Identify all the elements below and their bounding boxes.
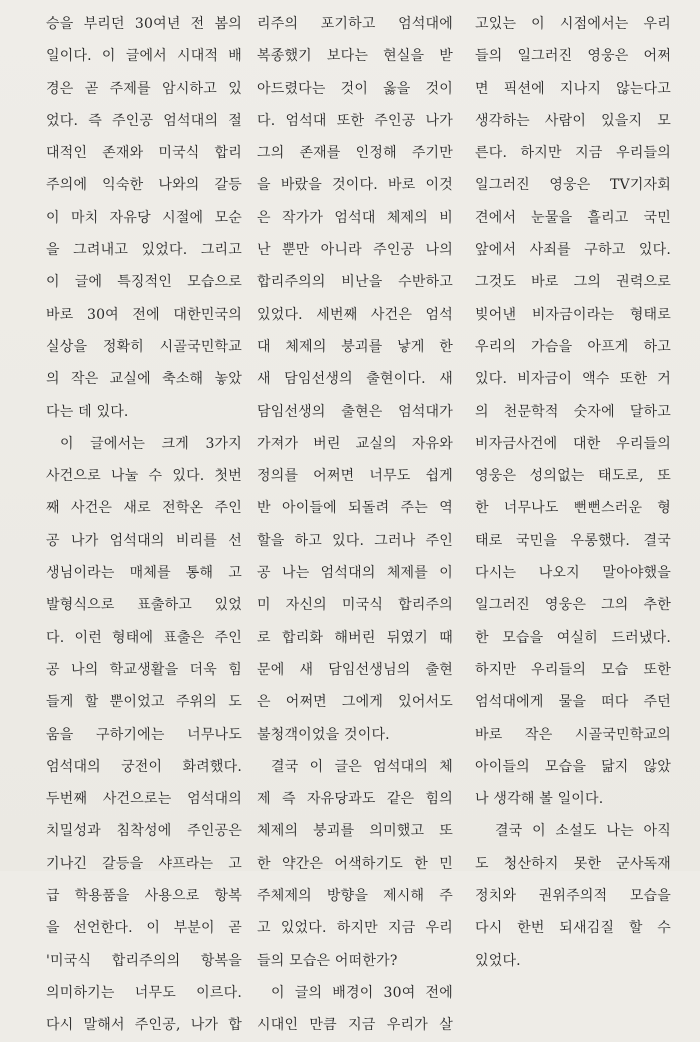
text-column-1 [46, 8, 242, 1042]
text-line: 태로 국민을 우롱했다. 결국 [475, 532, 671, 549]
text-line: 일그러진 영웅은 TV기자회 [475, 177, 671, 194]
text-line: 미 자신의 미국식 합리주의 [257, 597, 453, 614]
text-line: 공 나가 엄석대의 비리를 선 [46, 532, 242, 549]
text-line: 빚어낸 비자금이라는 형태로 [475, 306, 671, 323]
text-line: 공 나의 학교생활을 더욱 힘 [46, 661, 242, 678]
text-line: 실상을 정확히 시골국민학교 [46, 338, 242, 355]
paragraph-start-line: 결국 이 소설도 나는 아직 [495, 823, 671, 840]
text-line: 경은 곧 주제를 암시하고 있 [46, 80, 242, 97]
text-line: 비자금사건에 대한 우리들의 [475, 435, 671, 452]
text-line: 고 있었다. 하지만 지금 우리 [257, 920, 453, 937]
text-line: 들게 할 뿐이었고 주위의 도 [46, 694, 242, 711]
paragraph-start-line: 결국 이 글은 엄석대의 체 [271, 758, 453, 775]
text-line: 다. 엄석대 또한 주인공 나가 [257, 112, 453, 129]
paragraph-start-line: 이 글의 배경이 30여 전에 [271, 984, 453, 1001]
text-line: 다시 한번 되새김질 할 수 [475, 920, 671, 937]
text-line: 시대인 만큼 지금 우리가 살 [257, 1017, 453, 1034]
text-line: 영웅은 성의없는 태도로, 또 [475, 468, 671, 485]
text-line: 그의 존재를 인정해 주기만 [257, 145, 453, 162]
text-line: 대적인 존재와 미국식 합리 [46, 145, 242, 162]
text-line: 을 바랐을 것이다. 바로 이것 [257, 177, 453, 194]
text-line: 사건으로 나눌 수 있다. 첫번 [46, 468, 242, 485]
text-line: 체제의 붕괴를 의미했고 또 [257, 823, 453, 840]
text-line: 급 학용품을 사용으로 항복 [46, 888, 242, 905]
text-line: 문에 새 담임선생님의 출현 [257, 661, 453, 678]
text-line: 발형식으로 표출하고 있었 [46, 597, 242, 614]
text-line: 생님이라는 매체를 통해 고 [46, 565, 242, 582]
text-line: 두번째 사건으로는 엄석대의 [46, 791, 242, 808]
text-line: 다. 이런 형태에 표출은 주인 [46, 629, 242, 646]
text-line: 앞에서 사죄를 구하고 있다. [475, 242, 671, 259]
text-line: 제 즉 자유당과도 같은 힘의 [257, 791, 453, 808]
text-line: 주체제의 방향을 제시해 주 [257, 888, 453, 905]
text-line: 바로 작은 시골국민학교의 [475, 726, 671, 743]
text-line: 었다. 즉 주인공 엄석대의 절 [46, 112, 242, 129]
text-line: 의 작은 교실에 축소해 놓았 [46, 371, 242, 388]
text-line: 은 어쩌면 그에게 있어서도 [257, 694, 453, 711]
text-line: 있었다. 세번째 사건은 엄석 [257, 306, 453, 323]
text-line: 그것도 바로 그의 권력으로 [475, 274, 671, 291]
text-line: 주의에 익숙한 나와의 갈등 [46, 177, 242, 194]
paragraph-start-line: 이 글에서는 크게 3가지 [60, 435, 242, 452]
text-line: 고있는 이 시점에서는 우리 [475, 16, 671, 32]
text-line: 을 그려내고 있었다. 그리고 [46, 242, 242, 259]
text-line: 난 뿐만 아니라 주인공 나의 [257, 242, 453, 259]
text-line: 일이다. 이 글에서 시대적 배 [46, 48, 242, 65]
text-line: 른다. 하지만 지금 우리들의 [475, 145, 671, 162]
paragraph-end-line: 불청객이었을 것이다. [257, 726, 390, 743]
text-line: 있다. 비자금이 액수 또한 거 [475, 371, 671, 388]
text-line: 기나긴 갈등을 샤프라는 고 [46, 855, 242, 872]
paragraph-end-line: 들의 모습은 어떠한가? [257, 952, 398, 969]
text-line: 다시는 나오지 말아야했을 [475, 565, 671, 582]
text-line: 우리의 가슴을 아프게 하고 [475, 338, 671, 355]
text-line: 아드렸다는 것이 옳을 것이 [257, 80, 453, 97]
text-line: 도 청산하지 못한 군사독재 [475, 855, 671, 872]
text-line: 바로 30여 전에 대한민국의 [46, 306, 242, 323]
text-line: 반 아이들에 되돌려 주는 역 [257, 500, 453, 517]
text-line: 리주의 포기하고 엄석대에 [257, 16, 453, 32]
text-line: '미국식 합리주의의 항복을 [46, 952, 242, 969]
text-line: 승을 부리던 30여년 전 봄의 [46, 16, 242, 32]
text-line: 이 마치 자유당 시절에 모순 [46, 209, 242, 226]
text-line: 째 사건은 새로 전학온 주인 [46, 500, 242, 517]
text-line: 한 약간은 어색하기도 한 민 [257, 855, 453, 872]
text-line: 엄석대에게 물을 떠다 주던 [475, 694, 671, 711]
text-line: 을 선언한다. 이 부분이 곧 [46, 920, 242, 937]
text-line: 생각하는 사람이 있을지 모 [475, 112, 671, 129]
text-line: 합리주의의 비난을 수반하고 [257, 274, 453, 291]
text-line: 은 작가가 엄석대 체제의 비 [257, 209, 453, 226]
text-line: 치밀성과 침착성에 주인공은 [46, 823, 242, 840]
text-line: 한 모습을 여실히 드러냈다. [475, 629, 671, 646]
text-column-2 [257, 8, 453, 1042]
text-line: 새 담임선생의 출현이다. 새 [257, 371, 453, 388]
text-line: 움을 구하기에는 너무나도 [46, 726, 242, 743]
text-line: 복종했기 보다는 현실을 받 [257, 48, 453, 65]
text-line: 면 픽션에 지나지 않는다고 [475, 80, 671, 97]
paragraph-end-line: 다는 데 있다. [46, 403, 129, 420]
paragraph-end-line: 있었다. [475, 952, 521, 969]
text-line: 일그러진 영웅은 그의 추한 [475, 597, 671, 614]
text-line: 의미하기는 너무도 이르다. [46, 984, 242, 1001]
text-line: 로 합리화 해버린 뒤였기 때 [257, 629, 453, 646]
text-line: 아이들의 모습을 닮지 않았 [475, 758, 671, 775]
text-line: 들의 일그러진 영웅은 어쩌 [475, 48, 671, 65]
text-line: 대 체제의 붕괴를 낳게 한 [257, 338, 453, 355]
text-line: 가져가 버린 교실의 자유와 [257, 435, 453, 452]
text-line: 한 너무나도 뻔뻔스러운 형 [475, 500, 671, 517]
text-line: 하지만 우리들의 모습 또한 [475, 661, 671, 678]
text-line: 엄석대의 궁전이 화려했다. [46, 758, 242, 775]
text-line: 정치와 권위주의적 모습을 [475, 888, 671, 905]
paragraph-end-line: 나 생각해 볼 일이다. [475, 791, 604, 808]
text-line: 이 글에 특징적인 모습으로 [46, 274, 242, 291]
text-line: 다시 말해서 주인공, 나가 합 [46, 1017, 242, 1034]
text-line: 정의를 어쩌면 너무도 쉽게 [257, 468, 453, 485]
text-line: 담임선생의 출현은 엄석대가 [257, 403, 453, 420]
text-line: 의 천문학적 숫자에 달하고 [475, 403, 671, 420]
text-line: 견에서 눈물을 흘리고 국민 [475, 209, 671, 226]
text-column-3 [475, 8, 671, 977]
text-line: 공 나는 엄석대의 체제를 이 [257, 565, 453, 582]
text-line: 할을 하고 있다. 그러나 주인 [257, 532, 453, 549]
